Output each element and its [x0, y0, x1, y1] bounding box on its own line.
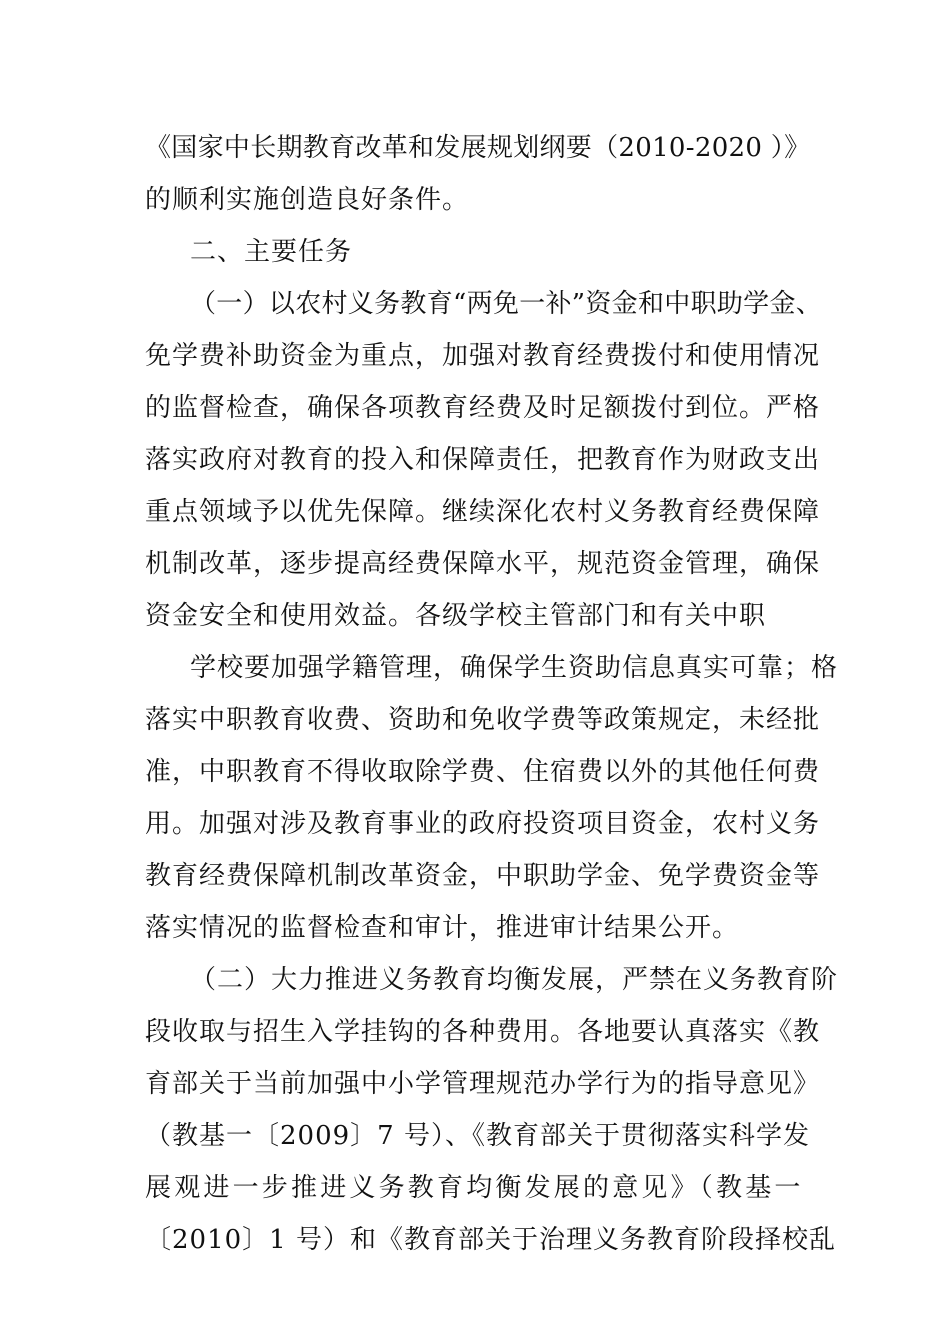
text-line-14: 用。加强对涉及教育事业的政府投资项目资金，农村义务: [145, 809, 821, 839]
text-line-19: 育部关于当前加强中小学管理规范办学行为的指导意见》: [145, 1069, 821, 1099]
text-line-1: 《国家中长期教育改革和发展规划纲要（2010-2020 ）》: [145, 133, 811, 163]
text-line-20: （教基一〔2009〕7 号）、《教育部关于贯彻落实科学发: [145, 1121, 810, 1151]
text-line-8: 重点领域予以优先保障。继续深化农村义务教育经费保障: [145, 497, 821, 527]
section-heading-main-tasks: 二、主要任务: [190, 237, 353, 267]
text-line-21: 展观进一步推进义务教育均衡发展的意见》（教基一: [145, 1173, 804, 1203]
text-line-12: 落实中职教育收费、资助和免收学费等政策规定，未经批: [145, 705, 821, 735]
text-line-2: 的顺利实施创造良好条件。: [145, 185, 470, 215]
text-line-13: 准，中职教育不得收取除学费、住宿费以外的其他任何费: [145, 757, 821, 787]
text-line-4: （一）以农村义务教育“两免一补”资金和中职助学金、: [190, 289, 823, 319]
text-line-17: （二）大力推进义务教育均衡发展，严禁在义务教育阶: [190, 965, 839, 995]
text-line-22: 〔2010〕1 号）和《教育部关于治理义务教育阶段择校乱: [145, 1225, 836, 1255]
text-line-16: 落实情况的监督检查和审计，推进审计结果公开。: [145, 913, 740, 943]
text-line-11: 学校要加强学籍管理，确保学生资助信息真实可靠；格: [190, 653, 839, 683]
text-line-10: 资金安全和使用效益。各级学校主管部门和有关中职: [145, 601, 767, 631]
text-line-9: 机制改革，逐步提高经费保障水平，规范资金管理，确保: [145, 549, 821, 579]
text-line-6: 的监督检查，确保各项教育经费及时足额拨付到位。严格: [145, 393, 821, 423]
text-line-7: 落实政府对教育的投入和保障责任，把教育作为财政支出: [145, 445, 821, 475]
text-line-5: 免学费补助资金为重点，加强对教育经费拨付和使用情况: [145, 341, 821, 371]
text-line-15: 教育经费保障机制改革资金，中职助学金、免学费资金等: [145, 861, 821, 891]
text-line-18: 段收取与招生入学挂钩的各种费用。各地要认真落实《教: [145, 1017, 821, 1047]
